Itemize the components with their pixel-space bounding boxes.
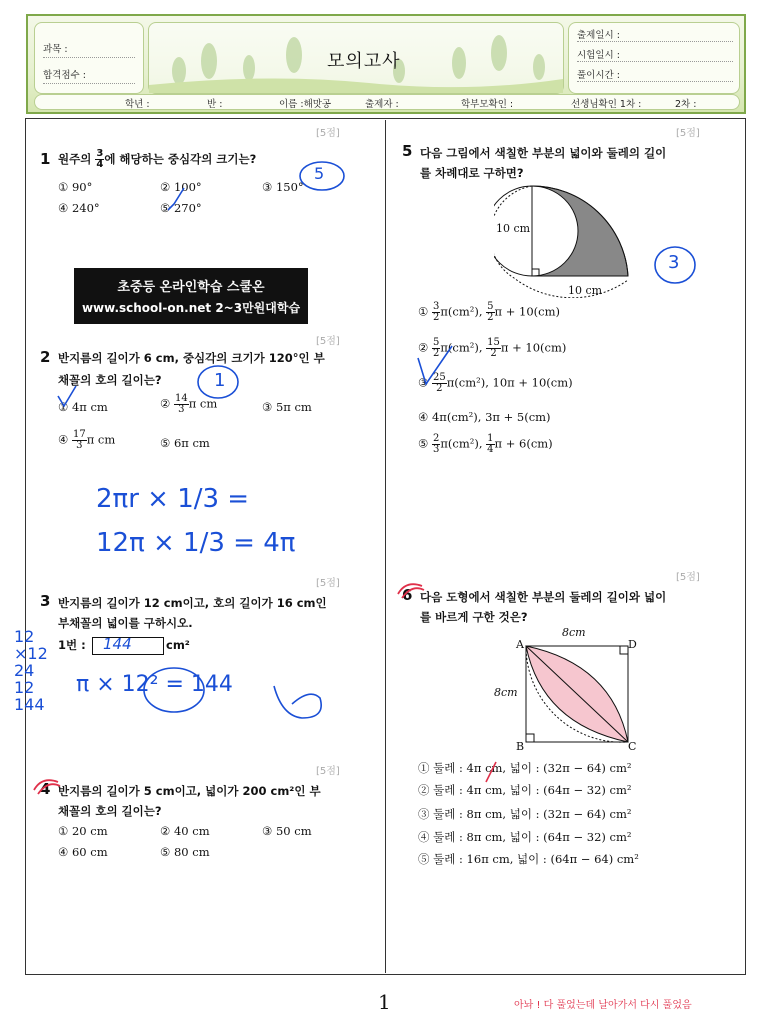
column-divider — [385, 120, 386, 973]
q4-text-line1: 반지름의 길이가 5 cm이고, 넓이가 200 cm²인 부 — [58, 784, 321, 798]
q2-option-5[interactable]: ⑤ 6π cm — [160, 436, 210, 450]
q5-check-mark — [414, 344, 458, 390]
q6-red-slash — [482, 758, 502, 786]
q1-text: 원주의 $\frac{3}{4}$ 에 해당하는 중심각의 크기는? — [58, 148, 257, 170]
exam-header — [26, 14, 746, 114]
q2-text-line1: 반지름의 길이가 6 cm, 중심각의 크기가 120°인 부 — [58, 351, 325, 365]
q6-number: 6 — [402, 586, 413, 604]
q6-label-left: 8cm — [494, 686, 518, 699]
q4-option-5[interactable]: ⑤ 80 cm — [160, 845, 210, 859]
header-left-panel — [34, 22, 144, 94]
q2-option-1[interactable]: ① 4π cm — [58, 400, 108, 414]
issue-date-label: 출제일시 : — [577, 30, 620, 41]
q5-option-5[interactable]: ⑤ $\frac{2}{3}$ π(cm²), $\frac{1}{4}$ π + 6(cm) — [418, 433, 553, 455]
q4-option-3[interactable]: ③ 50 cm — [262, 824, 312, 838]
q6-points: [5점] — [676, 572, 700, 583]
header-info-bar — [34, 94, 740, 110]
subject-label: 과목 : — [43, 44, 68, 55]
q5-points: [5점] — [676, 128, 700, 139]
author-label: 출제자 : — [365, 99, 399, 110]
exam-date-label: 시험일시 : — [577, 50, 620, 61]
q6-vertex-a: A — [516, 638, 524, 651]
q6-text-line1: 다음 도형에서 색칠한 부분의 둘레의 길이와 넓이 — [420, 590, 667, 604]
q4-number: 4 — [40, 780, 51, 798]
q2-points: [5점] — [316, 336, 340, 347]
q1-option-3[interactable]: ③ 150° — [262, 180, 304, 194]
q1-option-5[interactable]: ⑤ 270° — [160, 201, 202, 215]
q2-handwritten-answer: 1 — [214, 370, 226, 391]
q3-text-line1: 반지름의 길이가 12 cm이고, 호의 길이가 16 cm인 — [58, 596, 327, 610]
q3-unit: cm² — [166, 638, 190, 652]
q6-vertex-b: B — [516, 740, 525, 753]
q2-option-2[interactable]: ② $\frac{14}{3}$ π cm — [160, 393, 218, 415]
name-label: 이름 :해맛공 — [279, 99, 332, 110]
grade-label: 학년 : — [125, 99, 150, 110]
q5-option-4[interactable]: ④ 4π(cm²), 3π + 5(cm) — [418, 410, 551, 424]
q4-option-1[interactable]: ① 20 cm — [58, 824, 108, 838]
header-title-panel — [148, 22, 564, 94]
q6-option-3[interactable]: ③ 둘레 : 8π cm, 넓이 : (32π − 64) cm² — [418, 807, 632, 821]
q6-option-5[interactable]: ⑤ 둘레 : 16π cm, 넓이 : (64π − 64) cm² — [418, 852, 639, 866]
q4-option-2[interactable]: ② 40 cm — [160, 824, 210, 838]
q5-text-line2: 를 차례대로 구하면? — [420, 166, 524, 180]
q1-points: [5점] — [316, 128, 340, 139]
ad-line-2: www.school-on.net 2~3만원대학습 — [81, 301, 301, 315]
q3-answer-value: 144 — [103, 635, 132, 653]
q6-label-top: 8cm — [562, 626, 586, 639]
q5-option-3[interactable]: ③ $\frac{25}{2}$ π(cm²), 10π + 10(cm) — [418, 372, 573, 394]
q2-text-line2: 채꼴의 호의 길이는? — [58, 373, 162, 387]
q6-option-4[interactable]: ④ 둘레 : 8π cm, 넓이 : (64π − 32) cm² — [418, 830, 632, 844]
solve-time-label: 풀이시간 : — [577, 70, 620, 81]
q4-option-4[interactable]: ④ 60 cm — [58, 845, 108, 859]
q3-vertical-calc: 12 ×12 24 12 144 — [14, 627, 48, 714]
parent-check-label: 학부모확인 : — [461, 99, 514, 110]
q2-option-3[interactable]: ③ 5π cm — [262, 400, 312, 414]
handwritten-footer-note: 아놔 ! 다 풀었는데 날아가서 다시 풀었음 — [514, 1000, 692, 1011]
q5-label-bottom: 10 cm — [568, 284, 603, 297]
q1-option-2[interactable]: ② 100° — [160, 180, 202, 194]
school-on-ad-banner[interactable] — [74, 268, 308, 324]
q3-handwriting-marks — [142, 662, 352, 732]
class-label: 반 : — [207, 99, 223, 110]
q2-option-4[interactable]: ④ $\frac{17}{3}$ π cm — [58, 429, 116, 451]
q5-text-line1: 다음 그림에서 색칠한 부분의 넓이와 둘레의 길이 — [420, 146, 667, 160]
page-title: 모의고사 — [327, 51, 401, 72]
q4-points: [5점] — [316, 766, 340, 777]
q1-handwritten-answer: 5 — [314, 164, 325, 183]
q6-option-2[interactable]: ② 둘레 : 4π cm, 넓이 : (64π − 32) cm² — [418, 783, 632, 797]
q4-text-line2: 채꼴의 호의 길이는? — [58, 804, 162, 818]
q1-number: 1 — [40, 150, 51, 168]
q3-work: π × 12² = 144 — [76, 672, 233, 697]
second-check-label: 2차 : — [675, 99, 697, 110]
q3-answer-input[interactable] — [92, 637, 164, 655]
q5-figure — [494, 180, 644, 298]
q3-number: 3 — [40, 592, 51, 610]
q2-work-line1: 2πr × 1/3 = — [96, 484, 250, 514]
q5-option-1[interactable]: ① $\frac{3}{2}$ π(cm²), $\frac{5}{2}$ π + 10(cm) — [418, 301, 560, 323]
q2-work-line2: 12π × 1/3 = 4π — [96, 528, 296, 558]
teacher-check-label: 선생님확인 1차 : — [571, 99, 642, 110]
q6-option-1[interactable]: ① 둘레 : 4π cm, 넓이 : (32π − 64) cm² — [418, 761, 632, 775]
q1-option-1[interactable]: ① 90° — [58, 180, 93, 194]
pass-score-label: 합격점수 : — [43, 70, 86, 81]
q6-vertex-d: D — [628, 638, 637, 651]
q1-option-4[interactable]: ④ 240° — [58, 201, 100, 215]
q6-vertex-c: C — [628, 740, 637, 753]
header-right-panel — [568, 22, 740, 94]
q2-number: 2 — [40, 348, 51, 366]
q3-text-line2: 부채꼴의 넓이를 구하시오. — [58, 616, 193, 630]
q5-number: 5 — [402, 142, 413, 160]
ad-line-1: 초중등 온라인학습 스쿨온 — [117, 280, 265, 295]
q5-handwritten-answer: 3 — [668, 252, 680, 273]
q6-text-line2: 를 바르게 구한 것은? — [420, 610, 528, 624]
q3-answer-label: 1번 : — [58, 638, 86, 652]
q2-handwriting — [56, 362, 256, 414]
q5-option-2[interactable]: ② $\frac{5}{2}$ π(cm²), $\frac{15}{2}$ π + 10(cm) — [418, 337, 567, 359]
q5-label-left: 10 cm — [496, 222, 531, 235]
q3-points: [5점] — [316, 578, 340, 589]
page-number: 1 — [378, 990, 391, 1014]
